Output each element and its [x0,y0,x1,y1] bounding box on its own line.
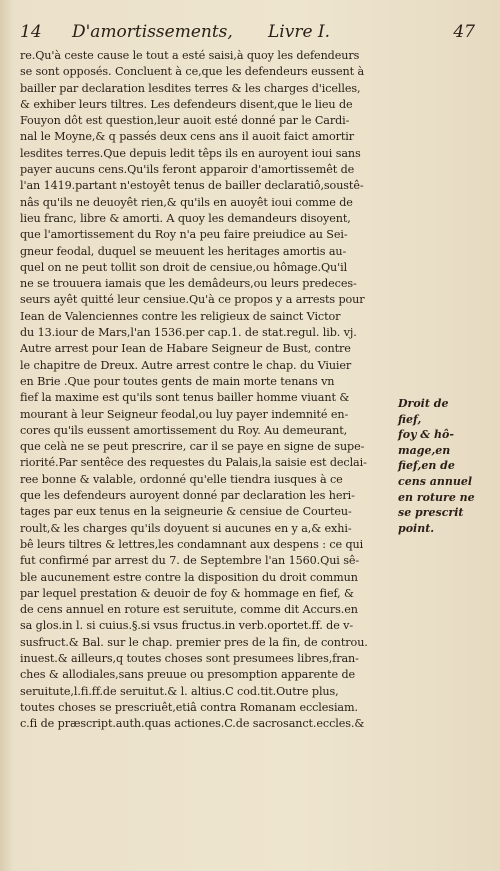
text-line: ble aucunement estre contre la disposition du droit commun [20,570,358,584]
text-line: roult,& les charges qu'ils doyuent si aucunes en y a,& exhi- [20,521,352,535]
text-line: riorité.Par sentêce des requestes du Palais,la saisie est declai- [20,456,367,470]
running-header [20,22,475,48]
text-line: sa glos.in l. si cuius.§.si vsus fructus.in verb.oportet.ff. de v- [20,619,354,633]
margin-note-line: mage,en [398,443,451,457]
text-line: en Brie .Que pour toutes gents de main morte tenans vn [20,374,335,388]
text-line: se sont opposés. Concluent à ce,que les defendeurs eussent à [20,65,365,79]
margin-note-line: en roture ne [398,490,475,504]
margin-note [398,396,475,536]
text-line: quel on ne peut tollit son droit de censiue,ou hômage.Qu'il [20,260,348,274]
text-line: payer aucuns cens.Qu'ils feront apparoir d'amortissemêt de [20,163,355,177]
text-line: bê leurs tiltres & lettres,les condamnant aux despens : ce qui [20,537,364,551]
text-line: que celà ne se peut prescrire, car il se paye en signe de supe- [20,440,365,454]
text-line: Fouyon dôt est question,leur auoit esté donné par le Cardi- [20,114,350,128]
text-line: ches & allodiales,sans preuue ou presomption apparente de [20,668,356,682]
text-line: ne se trouuera iamais que les demâdeurs,ou leurs predeces- [20,277,357,291]
text-line: le chapitre de Dreux. Autre arrest contre le chap. du Viuier [20,358,352,372]
text-line: nâs qu'ils ne deuoyêt rien,& qu'ils en auoyêt ioui comme de [20,195,353,209]
margin-note-line: Droit de [398,397,449,410]
text-line: ree bonne & valable, ordonné qu'elle tiendra iusques à ce [20,472,343,486]
text-line: lesdites terres.Que depuis ledit têps ils en auroyent ioui sans [20,146,361,160]
text-line: mourant à leur Seigneur feodal,ou luy payer indemnité en- [20,407,349,421]
text-line: seurs ayêt quitté leur censiue.Qu'à ce propos y a arrests pour [20,293,365,307]
margin-note-line: foy & hô- [398,428,454,442]
page-number: 14 [20,22,42,42]
text-line: fut confirmé par arrest du 7. de Septembre l'an 1560.Qui sê- [20,554,360,568]
text-line: de cens annuel en roture est seruitute, comme dit Accurs.en [20,603,358,617]
text-line: par lequel prestation & deuoir de foy & hommage en fief, & [20,586,354,600]
text-line: lieu franc, libre & amorti. A quoy les demandeurs disoyent, [20,211,351,225]
margin-note-line: point. [398,521,435,535]
text-line: bailler par declaration lesdites terres & les charges d'icelles, [20,81,361,95]
text-line: Iean de Valenciennes contre les religieux de sainct Victor [20,309,341,323]
text-line: que l'amortissement du Roy n'a peu faire preiudice au Sei- [20,228,348,242]
body-text [20,48,400,732]
text-line: & exhiber leurs tiltres. Les defendeurs disent,que le lieu de [20,97,353,111]
margin-note-line: cens annuel [398,474,473,488]
running-title: D'amortissements, [72,22,233,42]
text-line: inuest.& ailleurs,q toutes choses sont presumees libres,fran- [20,651,359,665]
text-line: cores qu'ils eussent amortissement du Roy. Au demeurant, [20,423,348,437]
margin-note-line: se prescrit [398,506,464,520]
text-line: toutes choses se prescriuêt,etiâ contra Romanam ecclesiam. [20,700,358,714]
text-line: susfruct.& Bal. sur le chap. premier pres de la fin, de controu. [20,635,368,649]
folio-number: 47 [453,22,475,42]
text-line: nal le Moyne,& q passés deux cens ans il auoit faict amortir [20,130,354,144]
text-line: Autre arrest pour Iean de Habare Seigneur de Bust, contre [20,342,351,356]
text-line: du 13.iour de Mars,l'an 1536.per cap.1. de stat.regul. lib. vj. [20,326,357,340]
text-line: que les defendeurs auroyent donné par declaration les heri- [20,489,355,503]
text-line: l'an 1419.partant n'estoyêt tenus de bailler declaratiô,soustê- [20,179,364,193]
margin-note-line: fief, [398,412,422,426]
text-line: c.fi de præscript.auth.quas actiones.C.de sacrosanct.eccles.& [20,717,365,731]
book-label: Livre I. [268,22,331,42]
margin-note-line: fief,en de [398,459,455,473]
text-line: re.Qu'à ceste cause le tout a esté saisi,à quoy les defendeurs [20,49,360,62]
text-line: tages par eux tenus en la seigneurie & censiue de Courteu- [20,505,352,519]
text-line: seruitute,l.fi.ff.de seruitut.& l. altius.C cod.tit.Outre plus, [20,684,339,698]
text-line: fief la maxime est qu'ils sont tenus bailler homme viuant & [20,391,350,405]
text-line: gneur feodal, duquel se meuuent les heritages amortis au- [20,244,347,258]
